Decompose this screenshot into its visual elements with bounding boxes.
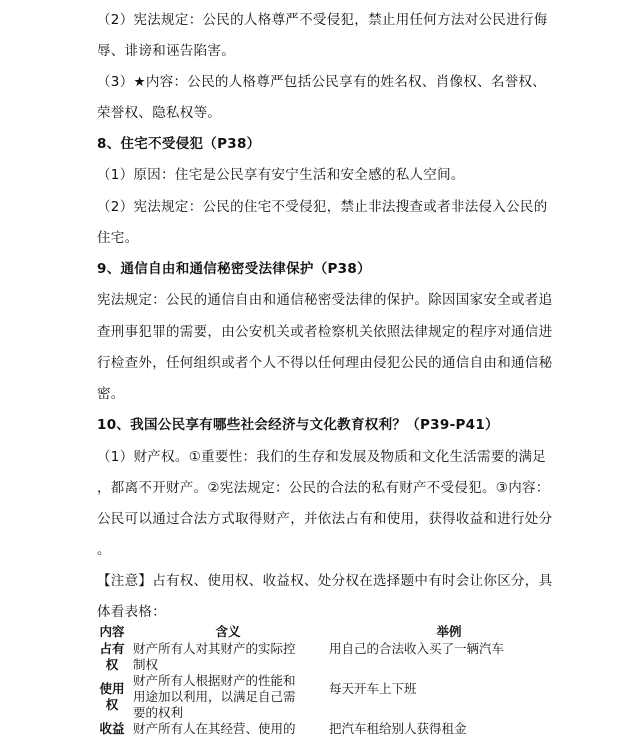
text-line: 体看表格： xyxy=(97,604,166,620)
text-line: 宪法规定：公民的通信自由和通信秘密受法律的保护。除因国家安全或者追 xyxy=(97,292,553,308)
meaning-text: 制权 xyxy=(133,657,159,672)
meaning-cell xyxy=(129,721,323,737)
right-name-cell xyxy=(95,673,129,721)
meaning-text: 要的权利 xyxy=(133,705,184,720)
text-line: 。 xyxy=(97,542,111,558)
text-line: 荣誉权、隐私权等。 xyxy=(97,105,222,121)
section-heading-9: 9、通信自由和通信秘密受法律保护（P38） xyxy=(97,261,371,277)
text-line: ，都离不开财产。②宪法规定：公民的合法的私有财产不受侵犯。③内容： xyxy=(97,480,550,496)
table-header-cell: 举例 xyxy=(436,624,462,639)
table-header-row xyxy=(95,624,569,641)
right-name-cell xyxy=(95,641,129,673)
meaning-cell xyxy=(129,673,323,721)
text-line: （3）★内容：公民的人格尊严包括公民享有的姓名权、肖像权、名誉权、 xyxy=(97,74,547,90)
right-name-text: 收益 xyxy=(99,721,125,736)
table-row xyxy=(95,673,569,721)
right-name-text: 权 xyxy=(105,697,119,712)
text-line: 【注意】占有权、使用权、收益权、处分权在选择题中有时会让你区分，具 xyxy=(97,573,553,589)
meaning-cell xyxy=(129,641,323,673)
table-header-cell: 内容 xyxy=(99,624,125,639)
text-line: 查刑事犯罪的需要，由公安机关或者检察机关依照法律规定的程序对通信进 xyxy=(97,324,553,340)
text-line: 密。 xyxy=(97,386,125,402)
table-header-cell: 含义 xyxy=(215,624,241,639)
meaning-text: 用途加以利用，以满足自己需 xyxy=(133,689,296,704)
right-name-text: 权 xyxy=(105,657,119,672)
text-line: （1）财产权。①重要性：我们的生存和发展及物质和文化生活需要的满足 xyxy=(97,449,547,465)
text-line: 辱、诽谤和诬告陷害。 xyxy=(97,43,235,59)
text-line: 公民可以通过合法方式取得财产，并依法占有和使用，获得收益和进行处分 xyxy=(97,511,553,527)
text-line: （1）原因：住宅是公民享有安宁生活和安全感的私人空间。 xyxy=(97,167,465,183)
example-cell: 每天开车上下班 xyxy=(329,681,417,696)
right-name-text: 使用 xyxy=(99,681,125,696)
text-line: 行检查外，任何组织或者个人不得以任何理由侵犯公民的通信自由和通信秘 xyxy=(97,355,553,371)
table-row xyxy=(95,641,569,673)
example-cell: 把汽车租给别人获得租金 xyxy=(329,721,467,736)
meaning-text: 财产所有人在其经营、使用的 xyxy=(133,721,296,736)
right-name-text: 占有 xyxy=(99,641,125,656)
text-line: 住宅。 xyxy=(97,230,139,246)
section-heading-10: 10、我国公民享有哪些社会经济与文化教育权利？（P39-P41） xyxy=(97,417,499,433)
text-line: （2）宪法规定：公民的人格尊严不受侵犯，禁止用任何方法对公民进行侮 xyxy=(97,12,548,28)
meaning-text: 财产所有人对其财产的实际控 xyxy=(133,641,296,656)
table-row xyxy=(95,721,569,737)
text-line: （2）宪法规定：公民的住宅不受侵犯，禁止非法搜查或者非法侵入公民的 xyxy=(97,199,548,215)
rights-comparison-table xyxy=(95,624,569,737)
meaning-text: 财产所有人根据财产的性能和 xyxy=(133,673,296,688)
example-cell: 用自己的合法收入买了一辆汽车 xyxy=(329,641,505,656)
right-name-cell xyxy=(95,721,129,737)
section-heading-8: 8、住宅不受侵犯（P38） xyxy=(97,136,261,152)
